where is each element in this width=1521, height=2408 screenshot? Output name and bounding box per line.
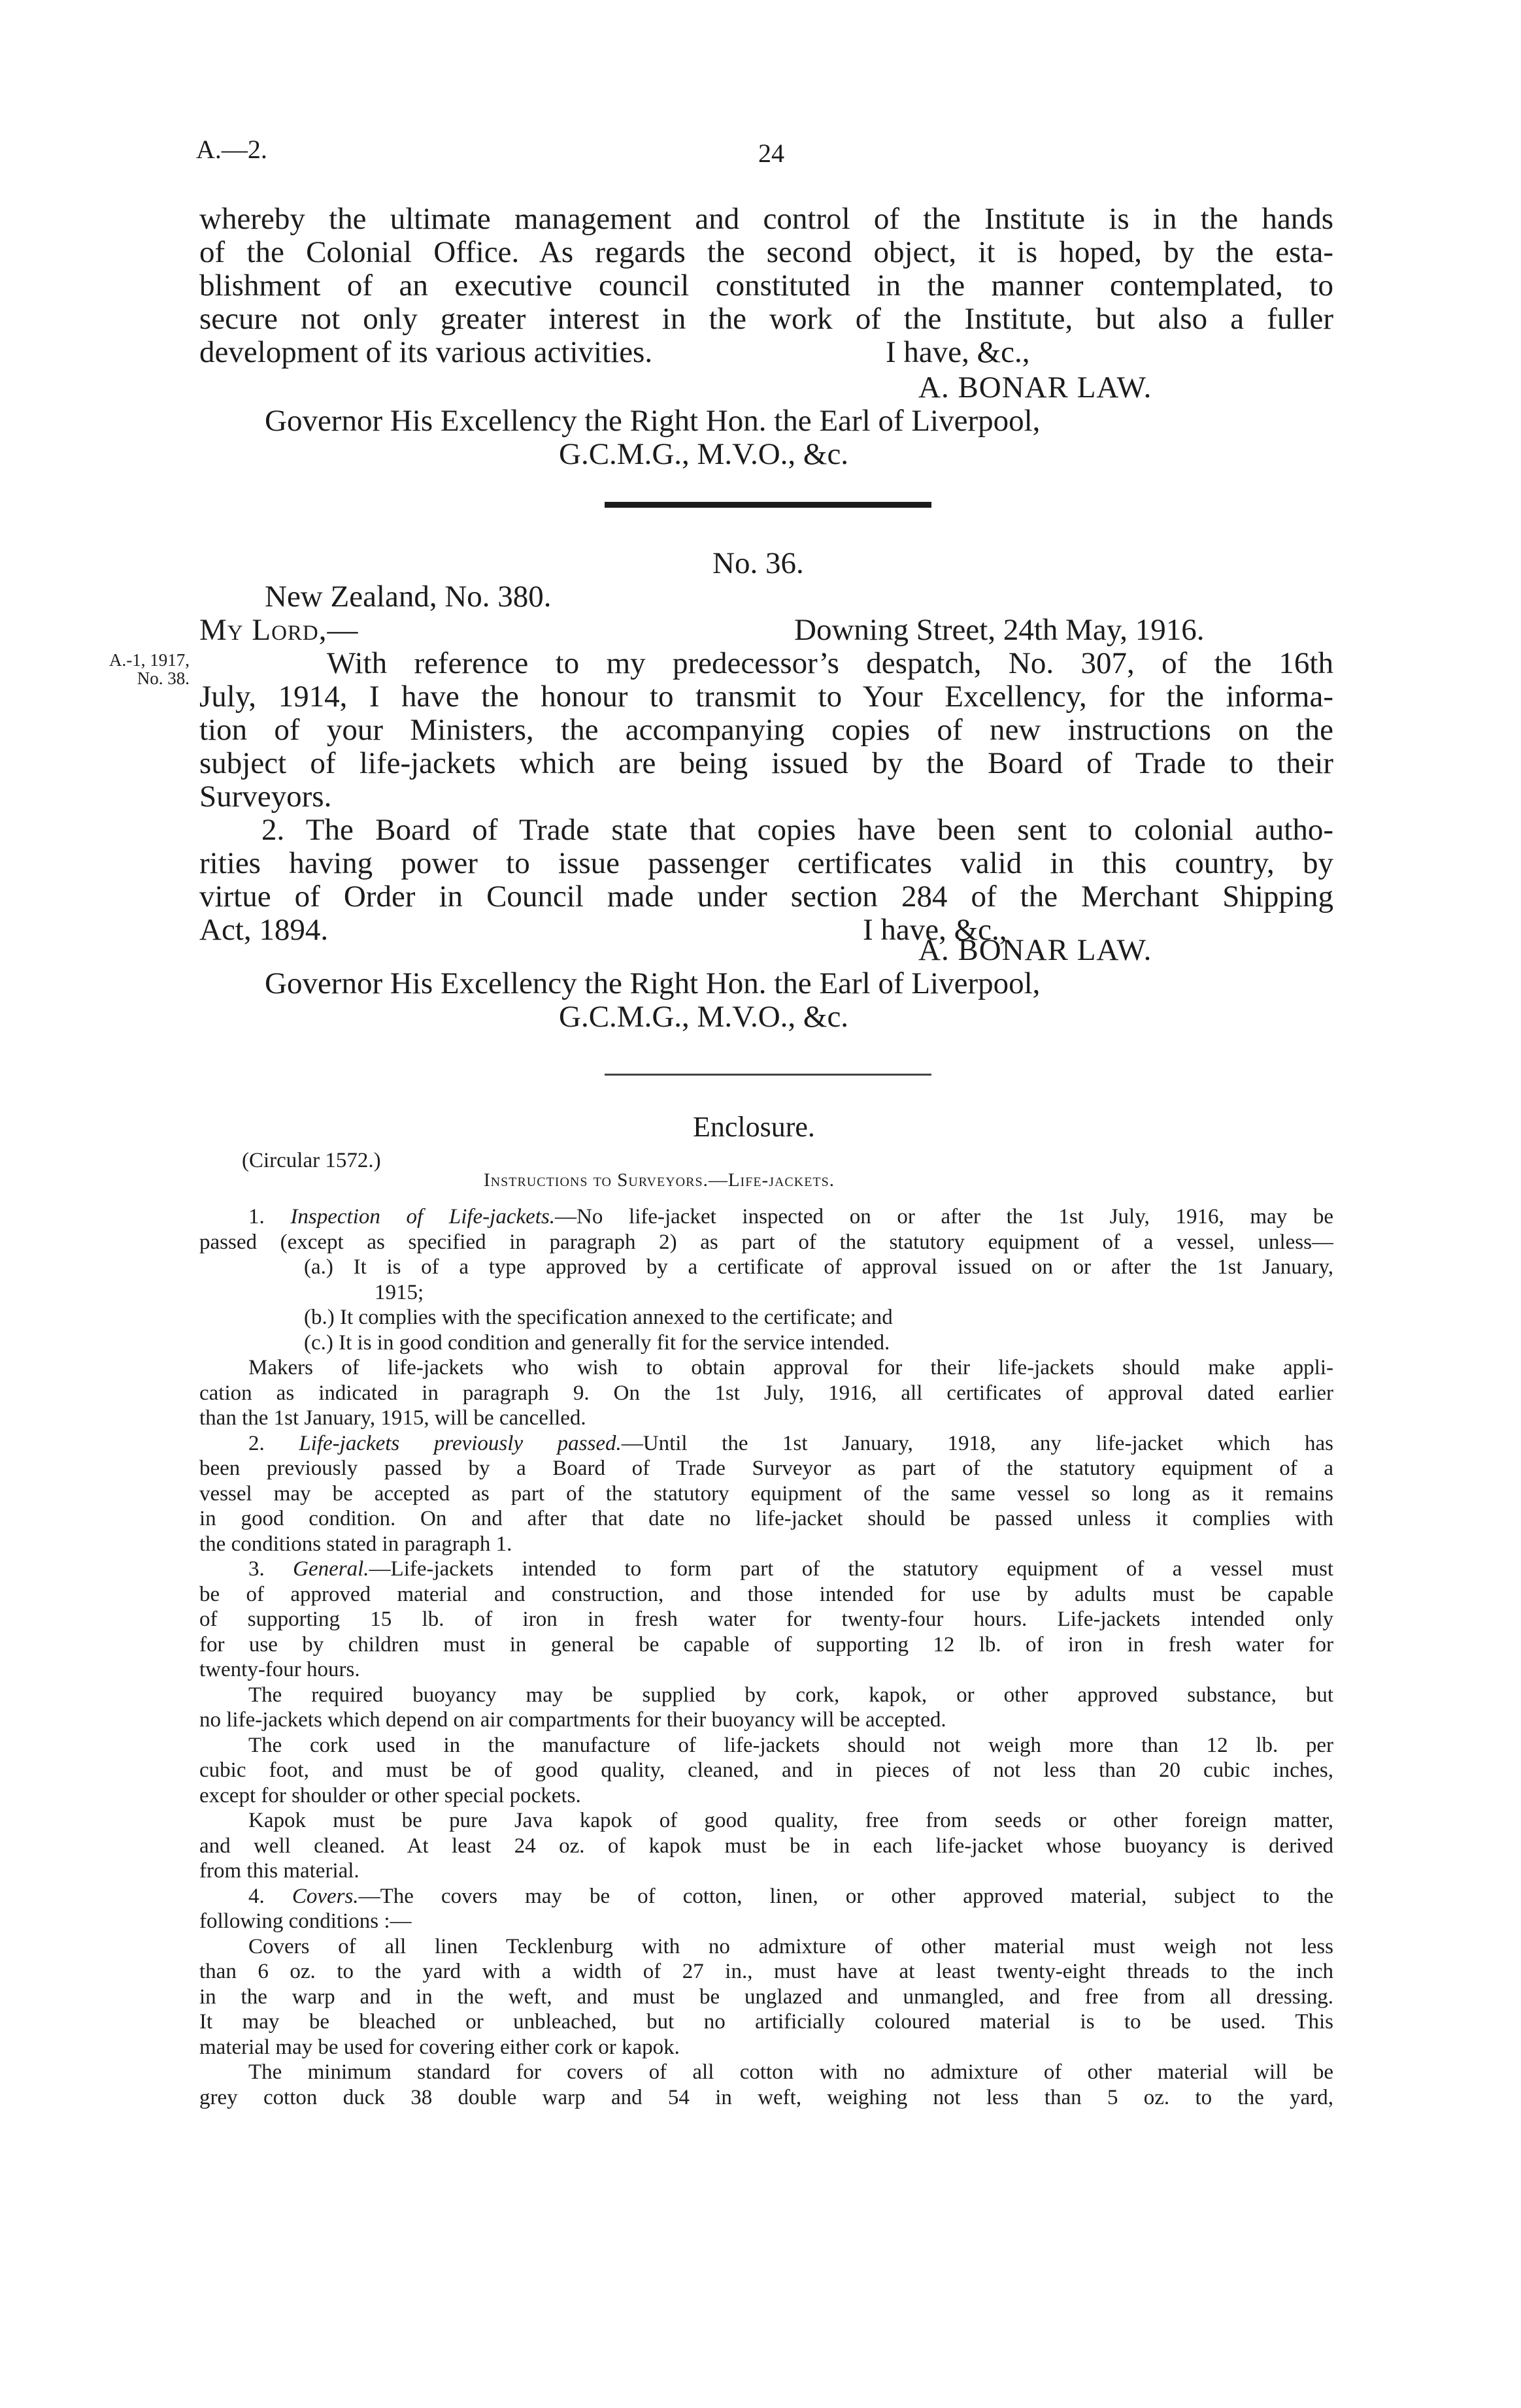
text: —The covers may be of cotton, linen, or other approved material, subject to the	[358, 1884, 1333, 1908]
text-line: in the warp and in the weft, and must be unglazed and unmangled, and free from all dressing.	[199, 1985, 1333, 2009]
addressee: Governor His Excellency the Right Hon. the Earl of Liverpool,	[265, 404, 1041, 438]
page-header	[196, 134, 1333, 180]
text-line: for use by children must in general be capable of supporting 12 lb. of iron in fresh water for	[199, 1632, 1333, 1657]
closing: I have, &c.,	[886, 336, 1030, 369]
text-line: in good condition. On and after that date no life-jacket should be passed unless it complies with	[199, 1507, 1333, 1530]
text-line: rities having power to issue passenger certificates valid in this country, by	[199, 847, 1333, 880]
section-label: 2.	[248, 1431, 299, 1455]
list-item-continued: 1915;	[375, 1280, 424, 1304]
text-line: the conditions stated in paragraph 1.	[199, 1532, 512, 1556]
list-item: (a.) It is of a type approved by a certificate of approval issued on or after the 1st January,	[304, 1255, 1333, 1279]
text-line: July, 1914, I have the honour to transmit to Your Excellency, for the informa-	[199, 680, 1333, 714]
text-line: vessel may be accepted as part of the statutory equipment of the same vessel so long as it remains	[199, 1481, 1333, 1506]
section-divider	[605, 502, 931, 508]
margin-note	[75, 651, 190, 687]
text-line: With reference to my predecessor’s despatch, No. 307, of the 16th	[327, 647, 1333, 680]
section-divider	[605, 1074, 931, 1076]
text-line: following conditions :—	[199, 1909, 412, 1933]
text-line: be of approved material and construction, and those intended for use by adults must be capable	[199, 1582, 1333, 1606]
margin-note-line: A.-1, 1917,	[109, 650, 190, 670]
text-line: virtue of Order in Council made under section 284 of the Merchant Shipping	[199, 880, 1333, 914]
text-line: secure not only greater interest in the work of the Institute, but also a fuller	[199, 303, 1333, 336]
text-line: passed (except as specified in paragraph 2) as part of the statutory equipment of a vessel, unless—	[199, 1230, 1333, 1254]
despatch-reference: New Zealand, No. 380.	[265, 580, 552, 614]
despatch-number: No. 36.	[712, 546, 804, 580]
text-line: than the 1st January, 1915, will be cancelled.	[199, 1406, 586, 1430]
addressee-honours: G.C.M.G., M.V.O., &c.	[559, 437, 849, 471]
text-line: Surveyors.	[199, 780, 332, 814]
text: —No life-jacket inspected on or after the 1st July, 1916, may be	[555, 1205, 1333, 1229]
text-line: cation as indicated in paragraph 9. On the 1st July, 1916, all certificates of approval dated earlier	[199, 1381, 1333, 1405]
text-line: except for shoulder or other special pockets.	[199, 1783, 581, 1807]
list-item: (b.) It complies with the specification annexed to the certificate; and	[304, 1306, 893, 1329]
list-item: (c.) It is in good condition and generally fit for the service intended.	[304, 1330, 890, 1355]
text-line: cubic foot, and must be of good quality, cleaned, and in pieces of not less than 20 cubic inches,	[199, 1758, 1333, 1782]
letter2-para1	[199, 647, 1333, 947]
letter1-body	[199, 203, 1333, 369]
closing: I have, &c.,	[863, 914, 1007, 947]
margin-note-line: No. 38.	[137, 668, 190, 688]
text-line: Makers of life-jackets who wish to obtain approval for their life-jackets should make appli-	[248, 1356, 1333, 1379]
text-line: and well cleaned. At least 24 oz. of kapok must be in each life-jacket whose buoyancy is derived	[199, 1834, 1333, 1858]
section-3-line	[199, 1557, 1333, 1582]
section-heading: Covers.	[292, 1884, 359, 1908]
addressee-honours: G.C.M.G., M.V.O., &c.	[559, 1000, 849, 1034]
instructions-title: Instructions to Surveyors.—Life-jackets.	[484, 1170, 835, 1191]
text-line: Kapok must be pure Java kapok of good quality, free from seeds or other foreign matter,	[248, 1809, 1333, 1832]
section-label: 4.	[248, 1884, 292, 1908]
circular-reference: (Circular 1572.)	[242, 1149, 381, 1172]
text-line-last	[199, 336, 1333, 369]
text-line: of supporting 15 lb. of iron in fresh water for twenty-four hours. Life-jackets intended only	[199, 1608, 1333, 1631]
text: —Until the 1st January, 1918, any life-jacket which has	[621, 1431, 1333, 1455]
section-label: 3.	[248, 1557, 293, 1581]
signature: A. BONAR LAW.	[918, 933, 1152, 967]
text-line: from this material.	[199, 1859, 359, 1883]
section-heading: General.	[293, 1557, 369, 1581]
signature: A. BONAR LAW.	[918, 371, 1152, 404]
enclosure-body	[199, 1204, 1333, 2110]
text-line: The cork used in the manufacture of life-jackets should not weigh more than 12 lb. per	[248, 1733, 1333, 1757]
text-line: grey cotton duck 38 double warp and 54 in weft, weighing not less than 5 oz. to the yard,	[199, 2085, 1333, 2109]
text-line: been previously passed by a Board of Trade Surveyor as part of the statutory equipment of a	[199, 1457, 1333, 1480]
text-line: The minimum standard for covers of all cotton with no admixture of other material will be	[248, 2060, 1333, 2084]
section-1-line	[199, 1204, 1333, 1230]
addressee: Governor His Excellency the Right Hon. the Earl of Liverpool,	[265, 966, 1041, 1000]
enclosure-heading: Enclosure.	[693, 1111, 815, 1143]
text-line: blishment of an executive council constituted in the manner contemplated, to	[199, 269, 1333, 303]
text-line: Act, 1894.	[199, 914, 329, 947]
text-line: of the Colonial Office. As regards the second object, it is hoped, by the esta-	[199, 236, 1333, 269]
text-line: Covers of all linen Tecklenburg with no admixture of other material must weigh not less	[248, 1934, 1333, 1958]
text-line: The required buoyancy may be supplied by cork, kapok, or other approved substance, but	[248, 1683, 1333, 1707]
section-heading: Life-jackets previously passed.	[299, 1431, 622, 1455]
section-4-line	[199, 1884, 1333, 1909]
text-line: than 6 oz. to the yard with a width of 27 in., must have at least twenty-eight threads to the inch	[199, 1960, 1333, 1983]
text-line: material may be used for covering either cork or kapok.	[199, 2035, 680, 2059]
text-line: twenty-four hours.	[199, 1658, 360, 1681]
text-line: whereby the ultimate management and control of the Institute is in the hands	[199, 203, 1333, 236]
place-date: Downing Street, 24th May, 1916.	[794, 613, 1205, 647]
text-line: no life-jackets which depend on air compartments for their buoyancy will be accepted.	[199, 1708, 946, 1732]
paper-reference: A.—2.	[196, 135, 267, 164]
salutation: My Lord,—	[199, 613, 359, 647]
text-line: development of its various activities.	[199, 336, 653, 369]
text-line: tion of your Ministers, the accompanying copies of new instructions on the	[199, 714, 1333, 747]
text: —Life-jackets intended to form part of the statutory equipment of a vessel must	[369, 1557, 1333, 1581]
text-line: 2. The Board of Trade state that copies have been sent to colonial autho-	[261, 814, 1333, 847]
page-number: 24	[758, 139, 784, 168]
section-2-line	[199, 1431, 1333, 1457]
section-label: 1.	[248, 1205, 291, 1229]
text-line: subject of life-jackets which are being issued by the Board of Trade to their	[199, 747, 1333, 780]
text-line-last	[199, 914, 1333, 947]
section-heading: Inspection of Life-jackets.	[290, 1205, 556, 1229]
text-line: It may be bleached or unbleached, but no artificially coloured material is to be used. This	[199, 2010, 1333, 2034]
